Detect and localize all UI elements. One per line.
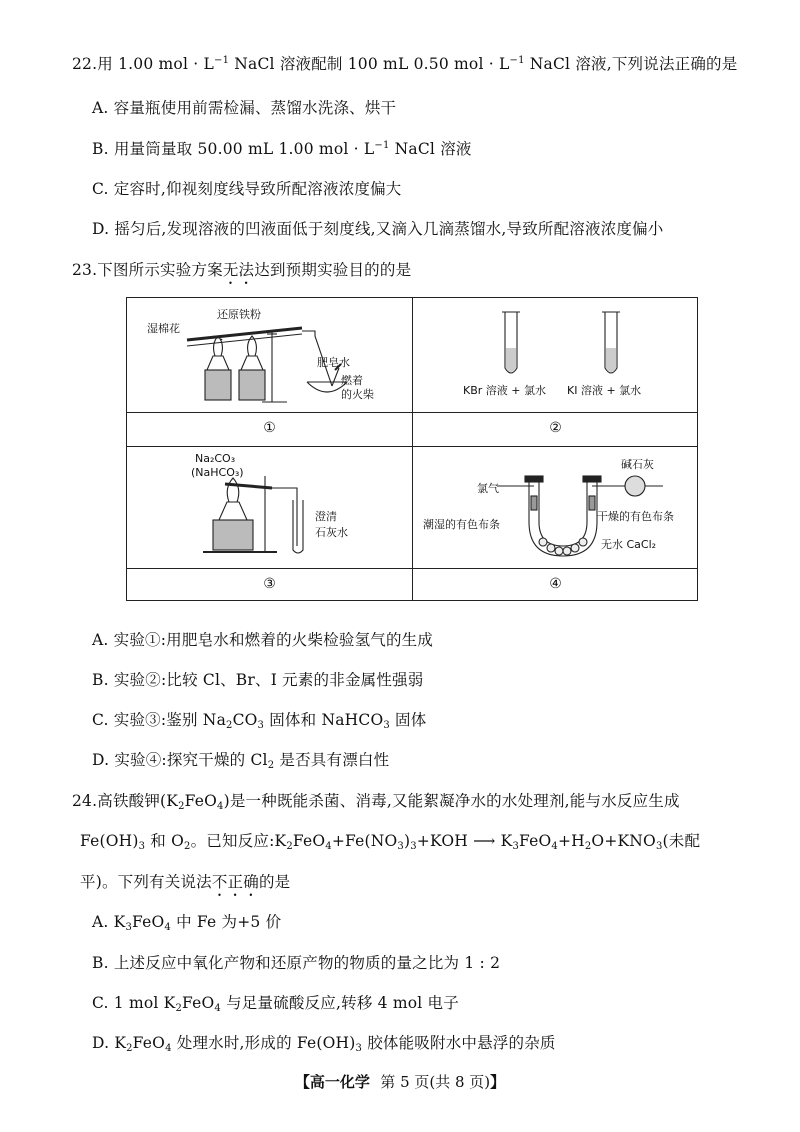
q23-c-part: CO (232, 711, 258, 729)
footer-bracket: 【 (294, 1073, 310, 1091)
q24-part: Fe(OH) (80, 832, 139, 850)
q24-part: FeO (292, 832, 326, 850)
label-limewater-2: 石灰水 (315, 526, 348, 539)
q24-part: 平)。下列有关说法 (80, 873, 212, 891)
q24-option-c: C. 1 mol $K_2FeO_4$ 与足量硫酸反应,转移 4 mol 电子 (92, 994, 459, 1014)
q24-option-b: B. 上述反应中氧化产物和还原产物的物质的量之比为 1 : 2 (92, 954, 501, 972)
q22-stem (72, 52, 737, 74)
q22-option-b (92, 137, 472, 159)
q23-option-b: B. 实验②:比较 Cl、Br、I 元素的非金属性强弱 (92, 671, 424, 689)
q24-part: 。已知反应:K (190, 832, 287, 850)
figure-2-apparatus (413, 298, 698, 412)
figure-number-4: ④ (549, 576, 562, 592)
q24-a-part: A. K (92, 913, 126, 931)
q24-stem-line-3 (80, 870, 290, 900)
label-wet-cloth: 潮湿的有色布条 (423, 518, 500, 531)
label-chlorine: 氯气 (477, 482, 499, 495)
label-limewater-1: 澄清 (315, 510, 337, 523)
q24-part: ) (403, 832, 411, 850)
label-wet-cotton: 湿棉花 (147, 322, 180, 335)
label-nahco3: (NaHCO₃) (191, 466, 244, 479)
footer-bracket: 】 (490, 1073, 506, 1091)
q24-a-part: 中 Fe 为+5 价 (170, 913, 282, 931)
q23-option-a: A. 实验①:用肥皂水和燃着的火柴检验氢气的生成 (92, 631, 434, 649)
page-footer (0, 1071, 800, 1092)
q24-part: +KOH ⟶ K (416, 832, 513, 850)
q24-part: +H (557, 832, 585, 850)
q22-stem-part: NaCl 溶液,下列说法正确的是 (524, 55, 738, 73)
q23-stem-part: 达到预期实验目的的是 (254, 261, 412, 279)
q23-c-part: 固体和 NaHCO (264, 711, 384, 729)
q24-d-part: 胶体能吸附水中悬浮的杂质 (362, 1034, 556, 1052)
superscript: −1 (374, 140, 390, 151)
q23-c-part: 固体 (389, 711, 427, 729)
emphasis-text: 不正确 (211, 873, 259, 891)
q24-d-part: FeO (132, 1034, 166, 1052)
q24-part: 24.高铁酸钾(K (72, 792, 179, 810)
q24-part: 和 O (145, 832, 185, 850)
label-soap-water: 肥皂水 (317, 356, 350, 369)
q23-option-d: D. 实验④:探究干燥的 $Cl_2$ 是否具有漂白性 (92, 751, 390, 771)
q22-b-part: B. 用量筒量取 50.00 mL 1.00 mol · L (92, 140, 375, 158)
label-ki-solution: KI 溶液 + 氯水 (567, 384, 642, 397)
q24-c-part: C. 1 mol K (92, 994, 176, 1012)
q24-stem-line-2: $Fe(OH)_3$ 和 $O_2$。已知反应$:K_2FeO_4+Fe(NO_3)_3+KOH$ ⟶ $K_3FeO_4+H_2O+KNO_3$(未配 (80, 832, 701, 852)
q24-part: )是一种既能杀菌、消毒,又能絮凝净水的水处理剂,能与水反应生成 (223, 792, 680, 810)
q24-part: (未配 (662, 832, 701, 850)
figure-table (126, 297, 698, 601)
q23-option-c: C. 实验③:鉴别 $Na_2CO_3$ 固体和 NaHCO$_3$ 固体 (92, 711, 427, 731)
label-burning-match-1: 燃着 (341, 374, 363, 387)
q22-option-d: D. 摇匀后,发现溶液的凹液面低于刻度线,又滴入几滴蒸馏水,导致所配溶液浓度偏小 (92, 220, 664, 238)
q22-option-c: C. 定容时,仰视刻度线导致所配溶液浓度偏大 (92, 180, 402, 198)
label-soda-lime: 碱石灰 (621, 458, 654, 471)
figure-number-1: ① (263, 420, 276, 436)
q23-d-part: D. 实验④:探究干燥的 Cl (92, 751, 268, 769)
q24-c-part: 与足量硫酸反应,转移 4 mol 电子 (220, 994, 459, 1012)
q22-stem-part: 22.用 1.00 mol · L (72, 55, 214, 73)
figure-number-2: ② (549, 420, 562, 436)
label-cacl2: 无水 CaCl₂ (601, 538, 657, 551)
q24-d-part: 处理水时,形成的 Fe(OH) (171, 1034, 356, 1052)
label-iron-powder: 还原铁粉 (217, 308, 261, 321)
q22-stem-part: NaCl 溶液配制 100 mL 0.50 mol · L (229, 55, 510, 73)
q24-d-part: D. K (92, 1034, 127, 1052)
table-divider (127, 568, 697, 569)
superscript: −1 (213, 55, 230, 66)
figure-number-3: ③ (263, 576, 276, 592)
q24-a-part: FeO (132, 913, 165, 931)
table-divider (127, 412, 697, 413)
q24-option-a: A. $K_3FeO_4$ 中 Fe 为+5 价 (92, 913, 282, 933)
superscript: −1 (509, 55, 525, 66)
label-dry-cloth: 干燥的有色布条 (597, 510, 674, 523)
q24-stem-line-1: 24.高铁酸钾$(K_2FeO_4)$是一种既能杀菌、消毒,又能絮凝净水的水处理剂,能与水反应生成 (72, 792, 680, 812)
q23-stem (72, 258, 411, 288)
q24-part: O+KNO (591, 832, 656, 850)
q24-part: +Fe(NO (331, 832, 398, 850)
q24-part: FeO (184, 792, 218, 810)
figure-3-apparatus (127, 446, 412, 568)
footer-subject: 高一化学 (309, 1073, 370, 1091)
q24-option-d: D. $K_2FeO_4$ 处理水时,形成的 $Fe(OH)_3$ 胶体能吸附水中悬浮的杂质 (92, 1034, 556, 1054)
q24-part: 的是 (258, 873, 291, 891)
footer-page-number: 第 5 页(共 8 页) (380, 1073, 491, 1091)
q24-part: FeO (519, 832, 552, 850)
label-na2co3: Na₂CO₃ (195, 452, 236, 465)
q23-stem-part: 23.下图所示实验方案 (72, 261, 223, 279)
label-kbr-solution: KBr 溶液 + 氯水 (463, 384, 546, 397)
label-burning-match-2: 的火柴 (341, 388, 374, 401)
q22-option-a: A. 容量瓶使用前需检漏、蒸馏水洗涤、烘干 (92, 99, 397, 117)
emphasis-text: 无法 (222, 261, 255, 279)
q22-b-part: NaCl 溶液 (389, 140, 472, 158)
q23-d-part: 是否具有漂白性 (274, 751, 390, 769)
q24-c-part: FeO (182, 994, 215, 1012)
q23-c-part: C. 实验③:鉴别 Na (92, 711, 227, 729)
